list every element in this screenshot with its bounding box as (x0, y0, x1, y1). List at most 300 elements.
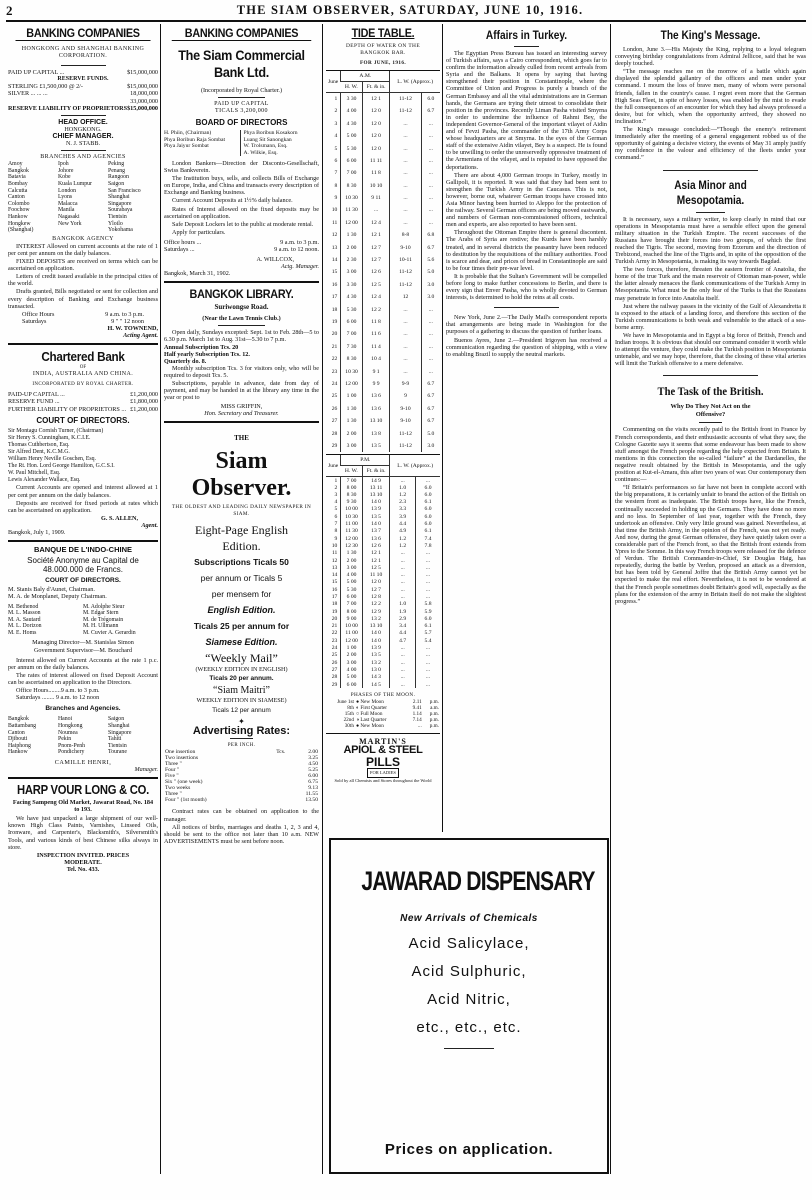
tide-row-am (326, 266, 440, 278)
tide-row-am-cell: 4 00 (341, 105, 362, 117)
moon-phase-row-cell: 8th (347, 705, 354, 712)
tide-row-am-cell: 12 4 (362, 291, 390, 303)
signer-name: H. W. TOWNEND, (107, 324, 158, 332)
branch-name: Penang (108, 167, 126, 174)
tide-row-am-cell: 9-10 (390, 241, 421, 253)
tide-row-am-cell: 6.8 (421, 229, 440, 241)
tide-row-pm-cell: 12 8 (362, 593, 390, 600)
tide-row-pm-cell: ... (390, 674, 416, 681)
liability-label: RESERVE LIABILITY OF PROPRIETORS (8, 104, 128, 112)
director-name: Luang Sit Sanongkan (243, 136, 292, 143)
paragraph: All notices of births, marriages and deaths 1, 2, 3 and 4, should be sent to the office not later than 10 a.m. NEW ADVERTISEMENTS must be sent before noon. (164, 823, 319, 845)
tide-row-am-cell: 11 11 (362, 155, 390, 167)
tagline: THE OLDEST AND LEADING DAILY NEWSPAPER IN SIAM. (171, 503, 312, 517)
tide-row-pm-cell: 5 00 (341, 674, 362, 681)
tide-row-pm-cell: 11 30 (341, 528, 362, 535)
tide-row-pm-cell: ... (416, 586, 440, 593)
tide-row-pm-cell: 12 00 (341, 637, 362, 644)
branch-name: Peking (108, 161, 125, 168)
tide-row-am-cell: 27 (331, 418, 338, 425)
tide-row-pm (326, 571, 440, 578)
tide-row-pm-cell: 26 (331, 659, 338, 666)
tide-row-pm-cell: 17 (331, 594, 338, 600)
ad-line: per mensem for (211, 589, 272, 599)
tide-row-am-cell: ... (390, 365, 421, 377)
tide-row-pm-cell: 18 (331, 601, 338, 608)
tide-row-am-cell: 2 (334, 108, 338, 115)
tide-row-pm-cell: 12 1 (362, 550, 390, 557)
col-header-hw: H. W. (341, 466, 362, 477)
tide-row-am-cell: 7 00 (341, 328, 362, 340)
office-hours-row-value: 9 a.m. to 3 p.m. (105, 310, 144, 318)
tide-row-am-cell: ... (421, 328, 440, 340)
office-hours-row (164, 239, 319, 246)
branch-name: Lyons (58, 194, 73, 201)
rate-row-cell: 9.13 (308, 785, 318, 792)
bank-name: HONGKONG AND SHANGHAI BANKING CORPORATION. (21, 46, 145, 60)
paragraph: It is necessary, says a military writer, to keep clearly in mind that our operations in Mesopotamia must have a sensible effect upon the general military situation in the Turkish Empire. The recent successes of the Russians have brought their forces into two groups, of which the first reached the Tigris. The second, moving from Erzerum and the direction of Trebizond, reached the line of the Tigris and, in spite of the opposition of the Turkish Army in Mesopotamia, is making its way towards Bagdad. (615, 215, 806, 266)
tide-row-pm-cell: 21 (331, 623, 338, 630)
article-asia-minor (615, 179, 806, 368)
paragraph: Subscriptions, payable in advance, date from day of payment, and may be handed in at the library any time in the year or post to (164, 380, 319, 402)
tide-row-pm-cell: 1 30 (341, 550, 362, 557)
director-name-list (8, 604, 158, 637)
paragraph: Deposits are received for fixed periods at rates which can be ascertained on application. (8, 499, 158, 514)
tide-row-am-cell: ... (390, 328, 421, 340)
tide-row-pm-cell: 24 (331, 645, 338, 652)
tide-row-am-cell: 9 (334, 195, 338, 202)
director-name: Sir Montagu Cornish Turner, (Chairman) (8, 427, 104, 434)
tide-row-am (326, 316, 440, 328)
tide-row-pm-cell: 22 (331, 630, 338, 637)
paragraph-list (615, 216, 806, 368)
paragraph: The Institution buys, sells, and collects Bills of Exchange on Europe, India, and China and transacts every description of Exchange and Banking business. (164, 175, 319, 197)
tide-row-pm-cell: 6.0 (416, 615, 440, 622)
tide-row-pm-cell: ... (416, 557, 440, 564)
ad-line: per annum or Ticals 5 (200, 573, 283, 583)
tide-row-am-cell: ... (421, 155, 440, 167)
tide-row-am-cell: 9-9 (390, 378, 421, 390)
tide-row-am-cell: 5 30 (341, 303, 362, 315)
per-inch-label: PER INCH. (227, 743, 256, 749)
moon-phase-row (326, 723, 440, 729)
branch-name: Tientsin (108, 213, 127, 220)
tide-row-am-cell: ... (390, 303, 421, 315)
director-name: Sir Henry S. Cunningham, K.C.I.E. (8, 434, 91, 441)
tide-row-am-cell: 10 4 (362, 353, 390, 365)
tide-row-pm (326, 623, 440, 630)
tide-row-pm-cell: 4.4 (390, 520, 416, 527)
tide-row-am-cell: 12 2 (362, 303, 390, 315)
tide-row-pm-cell: 6 (334, 513, 338, 520)
rates-table (164, 749, 319, 803)
tide-row-pm-cell: 29 (331, 681, 338, 688)
moon-phase-row-cell: 30th (344, 723, 354, 730)
moon-phase-row-cell: ○ Full Moon (355, 711, 383, 718)
tide-row-am-cell: 2 00 (341, 427, 362, 439)
column-rule (610, 24, 611, 1174)
office-hours-row-list (164, 239, 319, 253)
tide-row-am (326, 279, 440, 291)
company-name: HARP VOUR LONG & CO. (17, 783, 149, 798)
martins-pills-ad (326, 738, 440, 782)
tide-row-pm (326, 542, 440, 549)
of-label: OF (79, 365, 87, 371)
tide-row-am (326, 180, 440, 192)
brand-name: MARTIN'S (359, 737, 407, 747)
capital-row (8, 406, 158, 413)
board-heading: BOARD OF DIRECTORS (195, 118, 288, 128)
tide-row-pm-cell: ... (416, 593, 440, 600)
tide-row-am (326, 353, 440, 365)
director-name: M. Adolphe Sieur (83, 603, 125, 610)
siam-commercial-bank-ad (164, 26, 319, 277)
tide-row-pm-cell: 4 00 (341, 571, 362, 578)
rate-row-cell: Two weeks (165, 785, 191, 792)
tide-row-pm-cell: 6.0 (416, 520, 440, 527)
tide-row-am-cell: 11 4 (362, 341, 390, 353)
branch-name: Saigon (108, 181, 125, 187)
tide-row-pm-cell: ... (416, 550, 440, 557)
tide-row-am-cell: 3 30 (341, 93, 362, 105)
tide-row-pm-cell: 5 (334, 506, 338, 513)
tide-row-pm-cell: 13 10 (362, 491, 390, 498)
moon-phase-row-cell: ◐ First Quarter (355, 705, 388, 712)
article-title: Affairs in Turkey. (485, 30, 568, 42)
tide-row-pm-cell: ... (390, 666, 416, 673)
rate-row-cell: 4.50 (308, 761, 318, 768)
tide-row-am-cell: 12 (390, 291, 421, 303)
director-name: William Henry Neville Goschen, Esq. (8, 456, 96, 463)
branch-name: (Shanghai) (8, 227, 34, 234)
branch-name: Sourabaya (108, 207, 133, 214)
head-office-label: HEAD OFFICE. (58, 118, 108, 126)
paragraph: London, June 3.—His Majesty the King, replying to a loyal telegram conveying birthday congratulations from Admiral Jellicoe, said that he was deeply touched. (615, 46, 806, 68)
moon-phase-row-cell: p.m. (429, 717, 439, 724)
chemical-item: etc., etc., etc. (416, 1019, 522, 1036)
ad-the: THE (234, 433, 249, 442)
paragraph: There are about 4,000 German troops in Turkey, mostly in Gallipoli, it is reported. It was said that they had been sent to strengthen the Turkish Army in the Caucasus. This is not, however, borne out, whatever German troops have crossed into Asia Minor having been hurried to Aleppo for the protection of the railway. Several German officers are being moved eastwards, and numbers of German non-commissioned officers, technical men and experts, are also reported to have been sent. (446, 171, 607, 229)
tide-row-am (326, 291, 440, 303)
branch-name: Yloilo (108, 220, 123, 227)
tide-row-pm-cell: ... (390, 593, 416, 600)
tide-row-am-cell: 3 (334, 120, 338, 127)
tide-row-pm-cell: ... (390, 477, 416, 484)
capital-row-value: $15,000,000 (127, 69, 158, 77)
tide-row-am-cell: 1 30 (341, 415, 362, 427)
chartered-bank-ad (8, 349, 158, 536)
moon-phase-row-cell: June 1st (337, 699, 354, 706)
tide-row-pm-cell: 3.4 (390, 623, 416, 630)
rate-row-cell: Three " (165, 761, 182, 768)
tide-row-pm-cell: 13 5 (362, 513, 390, 520)
tide-row-pm-cell: 5.4 (416, 637, 440, 644)
tide-row-pm-cell: 13 11 (362, 484, 390, 491)
tide-row-pm-cell: 13 2 (362, 659, 390, 666)
tide-row-am-cell: ... (421, 192, 440, 204)
agency-heading: BANGKOK AGENCY (52, 235, 114, 242)
tide-row-am (326, 229, 440, 241)
tide-row-am (326, 118, 440, 130)
rate-row-cell: 6.75 (308, 779, 318, 786)
tide-row-am-cell: 13 6 (362, 403, 390, 415)
tide-row-am-cell: ... (421, 167, 440, 179)
tide-row-pm-cell: 3.9 (390, 513, 416, 520)
tide-row-am-cell: ... (390, 341, 421, 353)
tide-row-pm-cell: 14 0 (362, 637, 390, 644)
col-header-june: June (326, 71, 341, 93)
tide-row-pm-cell: 3 (334, 491, 338, 498)
tide-row-am-cell: 14 (331, 257, 338, 264)
director-name-list (241, 130, 320, 156)
tide-row-pm-cell: 13 2 (362, 615, 390, 622)
branch-name: Kuala Lumpur (58, 181, 92, 187)
tide-row-pm-cell: 11 00 (341, 630, 362, 637)
tide-row-am (326, 241, 440, 253)
tide-row-pm-cell: 14 5 (362, 681, 390, 688)
paragraph: The two forces, therefore, threaten the eastern frontier of Anatolia, the home of the true Turk and the main reservoir of Ottoman man-power, while the latter already menaces the flank communications of the Turkish Army in Mesopotamia. What must be the only fear of the Turks is that the Russians may penetrate in force into Anatolia itself. (615, 266, 806, 302)
tide-row-am-cell: 1 00 (341, 390, 362, 402)
branch-name: Batavia (8, 174, 26, 181)
tide-row-pm-cell: 7 (334, 521, 338, 528)
director-name: W. Trolsmann, Esq. (243, 143, 288, 150)
tide-row-pm-cell: 4 00 (341, 666, 362, 673)
tide-row-pm-cell: ... (390, 681, 416, 688)
rate-row-cell: 3.25 (308, 755, 318, 762)
tide-row-am-cell: 19 (331, 319, 338, 325)
tide-row-pm-cell: 6.0 (416, 491, 440, 498)
section-heading: BANKING COMPANIES (172, 26, 312, 41)
tide-row-pm-cell: 6.1 (416, 528, 440, 535)
court-heading: COURT OF DIRECTORS. (36, 415, 130, 425)
bank-name: Chartered Bank (41, 349, 125, 365)
tide-row-pm-cell: 12 2 (362, 601, 390, 608)
capital-row-value: £1,200,000 (130, 405, 158, 413)
capital-row-label: FURTHER LIABILITY OF PROPRIETORS ... (8, 405, 127, 413)
paragraph-list (164, 365, 319, 401)
page-number: 2 (6, 3, 13, 18)
moon-phase-row-cell: ... (417, 723, 422, 730)
tide-row-am-cell: 1 30 (341, 229, 362, 241)
tide-row-pm-cell: 3 00 (341, 659, 362, 666)
tide-row-am (326, 93, 440, 105)
paragraph: Apply for particulars. (172, 228, 226, 236)
paragraph: The rates of interest allowed on fixed Deposit Account can be ascertained on application to the Directors. (8, 671, 158, 686)
branch-name: Hongkew (8, 220, 31, 227)
tide-row-am-cell: 7 30 (341, 341, 362, 353)
branch-name: Tourane (108, 749, 127, 756)
tide-row-am-cell: 3.0 (421, 279, 440, 291)
tide-row-am-cell: 2 30 (341, 254, 362, 266)
ad-line: (WEEKLY EDITION IN ENGLISH) (195, 666, 288, 673)
article-task-of-british (615, 384, 806, 604)
paragraph: “If Britain's performances so far have not been in complete accord with the big preparations, it is certainly unfair to brand the action of the British on the western front as inadequate. The British troops have, like the French, continually succeeded in holding up the Germans. They have done no more and no less. In September of last year, together with the French, they undertook an offensive. Only very little ground was gained. Nevertheless, at that time the British Army, in the opinion of the French, was not yet ready. And now, during the great German offensive, they have quietly taken over a considerable part of the French front, so that the British front extends from Ypres to the Somme. In this way French troops were released for the defence of Verdun. The British Commander-in-Chief, Sir Douglas Haig, has repeatedly, during the battle by Verdun, proposed an attack as a diversion, but has been told by General Joffre that the British Army cannot yet be expected to make the real effort. Nevertheless, it is not to be wondered at that the French people sometimes doubt Britain's good will, especially as the plans for the extension of the army in Britain itself do not make the slightest progress.” (615, 484, 806, 605)
paragraph: FIXED DEPOSITS are received on terms which can be ascertained on application. (8, 258, 158, 273)
tide-row-pm-cell: 15 (331, 579, 338, 586)
bangkok-library-ad (164, 287, 319, 416)
director-name-list (164, 130, 241, 156)
tide-row-am-cell: 18 (331, 306, 338, 313)
article-title: The King's Message. (660, 30, 761, 42)
tide-row-am (326, 415, 440, 427)
tide-row-am-cell: 9 1 (362, 365, 390, 377)
tide-row-pm-cell: ... (416, 644, 440, 651)
tide-row-pm (326, 586, 440, 593)
tide-row-pm-cell: 23 (331, 637, 338, 644)
tide-row-pm-cell: 13 9 (362, 506, 390, 513)
rate-row-cell (262, 797, 287, 803)
moon-phase-row-cell: 15th (344, 711, 354, 718)
capital-row (8, 69, 158, 76)
tide-row-am-cell: 6.7 (421, 241, 440, 253)
reserve-row-value: $15,000,000 (127, 83, 158, 91)
capital-row-value: £1,200,000 (130, 391, 158, 399)
rate-row-cell: 13.50 (305, 797, 318, 804)
capital-row-label: PAID UP CAPITAL ... (8, 69, 65, 77)
tide-row-pm-cell: ... (416, 666, 440, 673)
tide-row-am-cell: 11-12 (390, 440, 421, 452)
tide-row-am-cell: 12 4 (362, 217, 390, 229)
chairman-list (8, 586, 158, 600)
tide-row-am-cell: 4 30 (341, 291, 362, 303)
tide-row-am (326, 427, 440, 439)
tide-row-am-cell: 5 00 (341, 130, 362, 142)
paragraph: Current Accounts are opened and interest allowed at 1 per cent per annum on the daily balances. (8, 484, 158, 499)
tide-row-am-cell: ... (390, 142, 421, 154)
tide-row-am-cell: 13 10 (362, 415, 390, 427)
tide-row-am-cell: 10 30 (341, 192, 362, 204)
branch-name: Nagasaki (58, 213, 80, 220)
capital-row-label: PAID-UP CAPITAL ... (8, 391, 65, 399)
tide-row-pm-cell: ... (416, 681, 440, 688)
office-hours-row (22, 318, 144, 325)
paragraph: The King's message concluded:—“Though the enemy's retirement immediately after the meeting of a general engagement robbed us of the opportunity of gaining a decisive victory, the events of May 31 amply justify my confidence in the valour and efficiency of the fleets under your command.” (615, 126, 806, 162)
tide-row-pm (326, 681, 440, 688)
tide-row-am-cell: 12 7 (362, 254, 390, 266)
article-subtitle: Why Do They Not Act on the Offensive? (670, 403, 751, 419)
tide-row-am (326, 378, 440, 390)
tide-row-pm (326, 601, 440, 608)
tide-row-am-cell: 5.6 (421, 254, 440, 266)
tide-row-pm-cell: 4 (334, 499, 338, 506)
tide-row-am (326, 328, 440, 340)
tide-month: FOR JUNE, 1916. (359, 60, 407, 67)
secretary-title: Hon. Secretary and Treasurer. (204, 409, 279, 417)
director-name: M. H. Ullmann (83, 623, 119, 630)
paragraph-list (615, 46, 806, 162)
tide-row-pm-cell: 6.0 (416, 513, 440, 520)
chairman: M. A. de Monplanet, Deputy Chairman. (8, 593, 107, 601)
section-heading: BANKING COMPANIES (16, 26, 151, 41)
tide-row-pm-cell: ... (390, 557, 416, 564)
director-name-list (8, 428, 158, 485)
news-item-list (446, 314, 607, 358)
paragraph: INTEREST Allowed on current accounts at the rate of 1 per cent per annum on the daily balances. (8, 242, 158, 257)
branch-name-list (8, 716, 158, 756)
paragraph: Contract rates can be obtained on application to the manager. (164, 808, 319, 823)
harp-vour-long-ad (8, 783, 158, 873)
branch-name: Pekin (58, 736, 72, 743)
tide-row-am-cell: 12 1 (362, 229, 390, 241)
tide-row-am-cell: 2 00 (341, 241, 362, 253)
tide-row-pm-cell: 5 00 (341, 579, 362, 586)
director-name: M. L. Masson (8, 610, 41, 617)
col-header-june: June (326, 455, 341, 477)
product-pills: PILLS (365, 755, 400, 770)
branch-name: Hanoi (58, 716, 73, 723)
tide-row-am-cell: 13 5 (362, 440, 390, 452)
director-name: Phya Jaiyur Sombat (164, 143, 209, 150)
tide-row-am-cell: 5 30 (341, 142, 362, 154)
tide-row-am-cell: 9-10 (390, 415, 421, 427)
tide-title: TIDE TABLE. (351, 26, 415, 40)
tide-row-pm-cell: 9 30 (341, 499, 362, 506)
ad-body: We have just unpacked a large shipment of our well-known High Class Paints, Varnishes, Linseed Oils, Ironware, and Carpenter's, Blacksmith's, Silversmith's Tools, and various kinds of best Chinese silks always in store. (8, 815, 158, 851)
tide-row-am-cell: 3 00 (341, 440, 362, 452)
branch-name: Hankow (8, 213, 28, 220)
tide-row-am-cell: 12 0 (362, 142, 390, 154)
tide-row-pm-cell: 27 (331, 666, 338, 673)
tide-row-am-cell: 4 (334, 133, 338, 140)
tide-row-am-cell: 5.0 (421, 266, 440, 278)
jawarad-dispensary-ad (329, 838, 609, 1174)
column-banking-2 (164, 26, 319, 1176)
tide-row-pm (326, 644, 440, 651)
tide-row-pm-cell: 5.7 (416, 630, 440, 637)
tide-row-pm-cell: ... (416, 659, 440, 666)
column-rule (442, 24, 443, 832)
tide-row-pm-cell: 5.8 (416, 601, 440, 608)
office-hours-row (22, 311, 144, 318)
director-name: Phya Boribun Kosakorn (243, 130, 298, 137)
product-name: APIOL & STEEL (343, 744, 423, 757)
tide-row-am-cell: 12 0 (362, 130, 390, 142)
signer-title: Actg. Manager. (281, 263, 319, 271)
tide-row-pm-cell: 8 30 (341, 491, 362, 498)
tide-row-am-cell: ... (421, 303, 440, 315)
tide-row-pm-cell: 19 (331, 608, 338, 615)
tide-row-pm-cell: 9 (334, 535, 338, 542)
tide-row-pm-cell: ... (390, 564, 416, 571)
moon-phase-row-cell: ● New Moon (355, 699, 384, 706)
director-name: Lewis Alexander Wallace, Esq. (8, 477, 81, 484)
tide-row-am-cell: 20 (331, 331, 338, 338)
paragraph: London Bankers—Direction der Disconto-Gesellschaft, Swiss Bankverein. (164, 160, 319, 175)
tide-row-am-cell: 10 30 (341, 365, 362, 377)
signer-name: G. S. ALLEN, (101, 514, 138, 522)
tide-row-pm-cell: 7 00 (341, 477, 362, 484)
branch-name: Haiphong (8, 742, 31, 749)
tide-row-pm-cell: 13 10 (362, 623, 390, 630)
tide-row-am (326, 390, 440, 402)
rate-row-cell: Four " (165, 767, 180, 774)
tide-row-am-cell: ... (421, 130, 440, 142)
tide-row-am-cell: 10 10 (362, 180, 390, 192)
tide-row-pm-cell: 11 10 (362, 571, 390, 578)
tide-row-pm-cell: 11 (331, 550, 338, 557)
rate-row-cell: Six " (one week) (165, 779, 203, 786)
tide-row-am-cell: 17 (331, 294, 338, 301)
tide-row-pm-cell: 13 (331, 564, 338, 571)
branch-name: Malacca (58, 200, 78, 207)
tide-row-am-cell: 11-12 (390, 427, 421, 439)
tide-row-am-cell: ... (421, 118, 440, 130)
tide-row-am (326, 217, 440, 229)
tide-row-am-cell: 6 00 (341, 316, 362, 328)
manager-title: Manager. (134, 765, 158, 773)
tide-subtitle: DEPTH OF WATER ON THE BANGKOK BAR. (345, 43, 421, 57)
tide-row-am-cell: 29 (331, 442, 338, 449)
